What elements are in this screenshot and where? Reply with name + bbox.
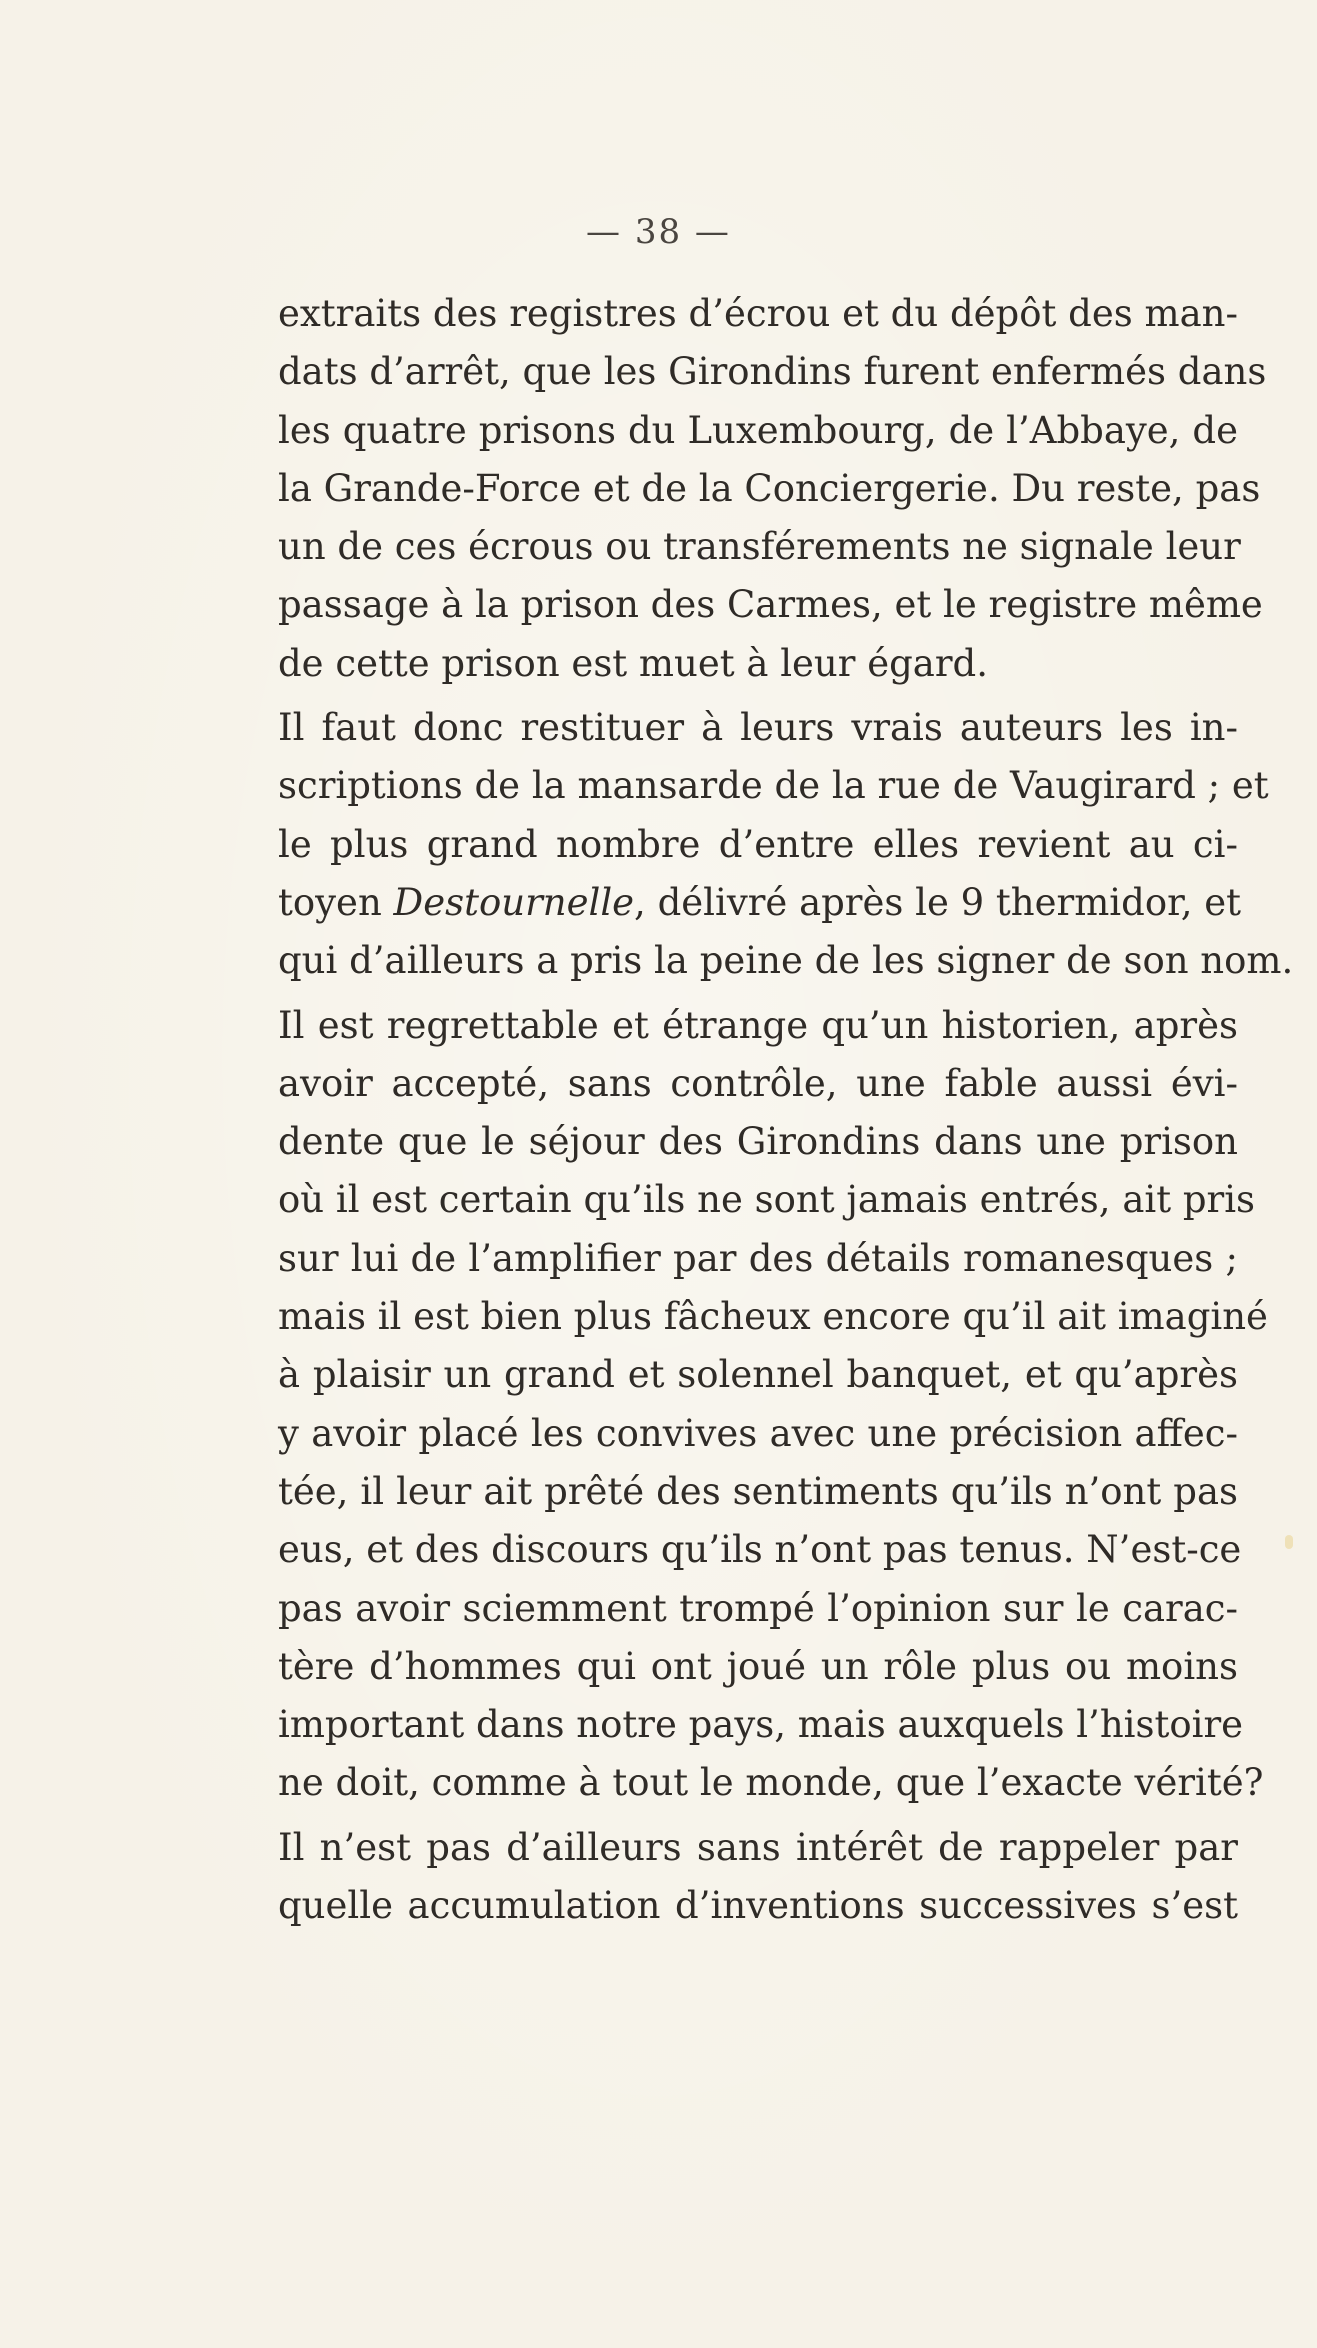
body-text xyxy=(278,285,1294,1935)
page-number: — 38 — xyxy=(586,212,731,252)
text-line: Il n’est pas d’ailleurs sans intérêt de rappeler par xyxy=(278,1825,1238,1869)
text-line: de cette prison est muet à leur égard. xyxy=(278,641,988,685)
paper-stain xyxy=(1285,1535,1293,1549)
text-line: la Grande-Force et de la Conciergerie. Du reste, pas xyxy=(278,466,1261,510)
text-line: dente que le séjour des Girondins dans une prison xyxy=(278,1120,1238,1164)
text-fragment: , délivré après le 9 thermidor, et xyxy=(634,880,1242,924)
text-line: scriptions de la mansarde de la rue de Vaugirard ; et xyxy=(278,764,1269,808)
text-line: tère d’hommes qui ont joué un rôle plus ou moins xyxy=(278,1644,1238,1688)
text-line: y avoir placé les convives avec une précision affec- xyxy=(278,1411,1238,1455)
text-line: avoir accepté, sans contrôle, une fable aussi évi- xyxy=(278,1061,1238,1105)
text-line: passage à la prison des Carmes, et le registre même xyxy=(278,583,1263,627)
text-line: le plus grand nombre d’entre elles revient au ci- xyxy=(278,822,1238,866)
text-line: un de ces écrous ou transférements ne signale leur xyxy=(278,525,1241,569)
text-line: sur lui de l’amplifier par des détails romanesques ; xyxy=(278,1236,1238,1280)
italic-name: Destournelle xyxy=(393,880,635,924)
text-line-with-italic xyxy=(278,874,1242,932)
text-line: Il est regrettable et étrange qu’un historien, après xyxy=(278,1003,1238,1047)
text-line: mais il est bien plus fâcheux encore qu’il ait imaginé xyxy=(278,1295,1268,1339)
text-line: quelle accumulation d’inventions successives s’est xyxy=(278,1884,1238,1928)
text-line: eus, et des discours qu’ils n’ont pas tenus. N’est-ce xyxy=(278,1528,1242,1572)
text-line: pas avoir sciemment trompé l’opinion sur le carac- xyxy=(278,1586,1238,1630)
text-line: extraits des registres d’écrou et du dépôt des man- xyxy=(278,292,1238,335)
text-line: dats d’arrêt, que les Girondins furent enfermés dans xyxy=(278,350,1267,394)
text-line: tée, il leur ait prêté des sentiments qu’ils n’ont pas xyxy=(278,1469,1238,1513)
text-line: Il faut donc restituer à leurs vrais auteurs les in- xyxy=(278,706,1238,750)
text-fragment: toyen xyxy=(278,880,382,924)
text-line: ne doit, comme à tout le monde, que l’exacte vérité? xyxy=(278,1761,1264,1805)
text-line: à plaisir un grand et solennel banquet, et qu’après xyxy=(278,1353,1238,1397)
text-line: les quatre prisons du Luxembourg, de l’Abbaye, de xyxy=(278,408,1238,452)
text-line: où il est certain qu’ils ne sont jamais entrés, ait pris xyxy=(278,1178,1256,1222)
text-line: qui d’ailleurs a pris la peine de les signer de son nom. xyxy=(278,939,1294,983)
text-line: important dans notre pays, mais auxquels l’histoire xyxy=(278,1703,1244,1747)
